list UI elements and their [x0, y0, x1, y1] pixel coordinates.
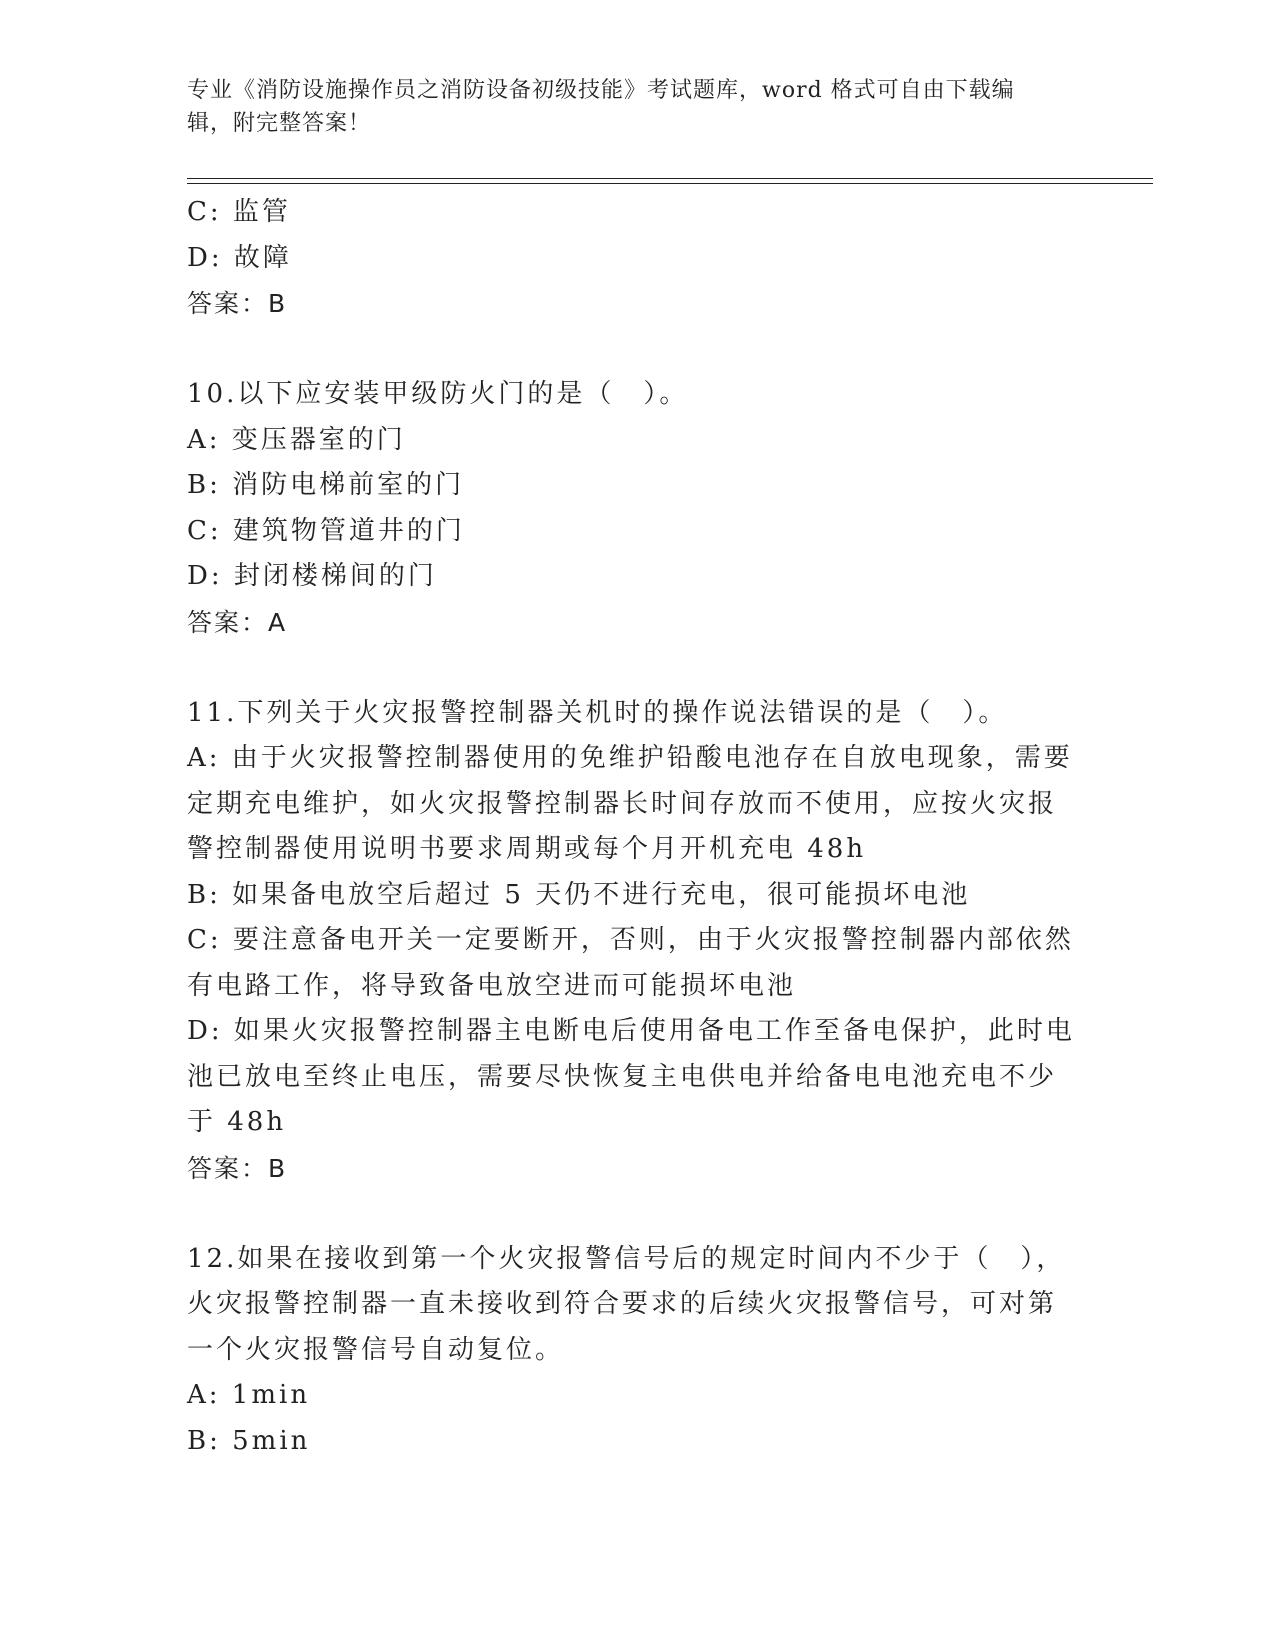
option-a: A: 1min — [187, 1380, 311, 1410]
option-c-line: C: 要注意备电开关一定要断开，否则，由于火灾报警控制器内部依然 — [187, 925, 1074, 955]
header-divider — [187, 178, 1153, 184]
option-a-line: 定期充电维护，如火灾报警控制器长时间存放而不使用，应按火灾报 — [187, 788, 1058, 819]
option-c-line: 有电路工作，将导致备电放空进而可能损坏电池 — [187, 970, 797, 1001]
question-stem-line: 一个火灾报警信号自动复位。 — [187, 1334, 565, 1365]
answer: 答案：A — [187, 607, 288, 637]
option-d-line: D: 如果火灾报警控制器主电断电后使用备电工作至备电保护，此时电 — [187, 1016, 1075, 1046]
option-c — [187, 918, 1072, 1009]
option-d: D: 封闭楼梯间的门 — [187, 561, 437, 591]
answer: 答案：B — [187, 1153, 288, 1183]
option-c: C: 监管 — [187, 197, 291, 227]
question-9 — [187, 190, 1072, 327]
question-stem-line: 12.如果在接收到第一个火灾报警信号后的规定时间内不少于（ ）， — [187, 1243, 1066, 1274]
spacer — [187, 1191, 1072, 1237]
option-a-line: A: 由于火灾报警控制器使用的免维护铅酸电池存在自放电现象，需要 — [187, 743, 1073, 773]
option-a: A: 变压器室的门 — [187, 424, 406, 455]
question-stem: 11.下列关于火灾报警控制器关机时的操作说法错误的是（ ）。 — [187, 697, 1008, 728]
option-d-line: 池已放电至终止电压，需要尽快恢复主电供电并给备电电池充电不少 — [187, 1061, 1058, 1092]
option-a-line: 警控制器使用说明书要求周期或每个月开机充电 48h — [187, 834, 867, 864]
answer: 答案：B — [187, 289, 288, 318]
question-stem-line: 火灾报警控制器一直未接收到符合要求的后续火灾报警信号，可对第 — [187, 1289, 1058, 1319]
question-stem — [187, 1237, 1072, 1374]
question-10 — [187, 372, 1072, 645]
option-d: D: 故障 — [187, 242, 292, 273]
header-line-1: 专业《消防设施操作员之消防设备初级技能》考试题库，word 格式可自由下载编 — [187, 78, 1015, 103]
page-header — [187, 74, 1087, 140]
header-line-2: 辑，附完整答案！ — [187, 111, 372, 136]
option-b: B: 如果备电放空后超过 5 天仍不进行充电，很可能损坏电池 — [187, 879, 971, 910]
question-stem: 10.以下应安装甲级防火门的是（ ）。 — [187, 379, 689, 409]
option-d — [187, 1009, 1075, 1146]
option-d-line: 于 48h — [187, 1107, 287, 1137]
spacer — [187, 645, 1072, 691]
question-11 — [187, 691, 1075, 1192]
question-12 — [187, 1237, 1072, 1465]
option-b: B: 5min — [187, 1425, 311, 1456]
option-b: B: 消防电梯前室的门 — [187, 470, 465, 500]
question-content — [187, 190, 1075, 1464]
spacer — [187, 327, 1072, 373]
option-c: C: 建筑物管道井的门 — [187, 515, 465, 546]
option-a — [187, 736, 1072, 873]
